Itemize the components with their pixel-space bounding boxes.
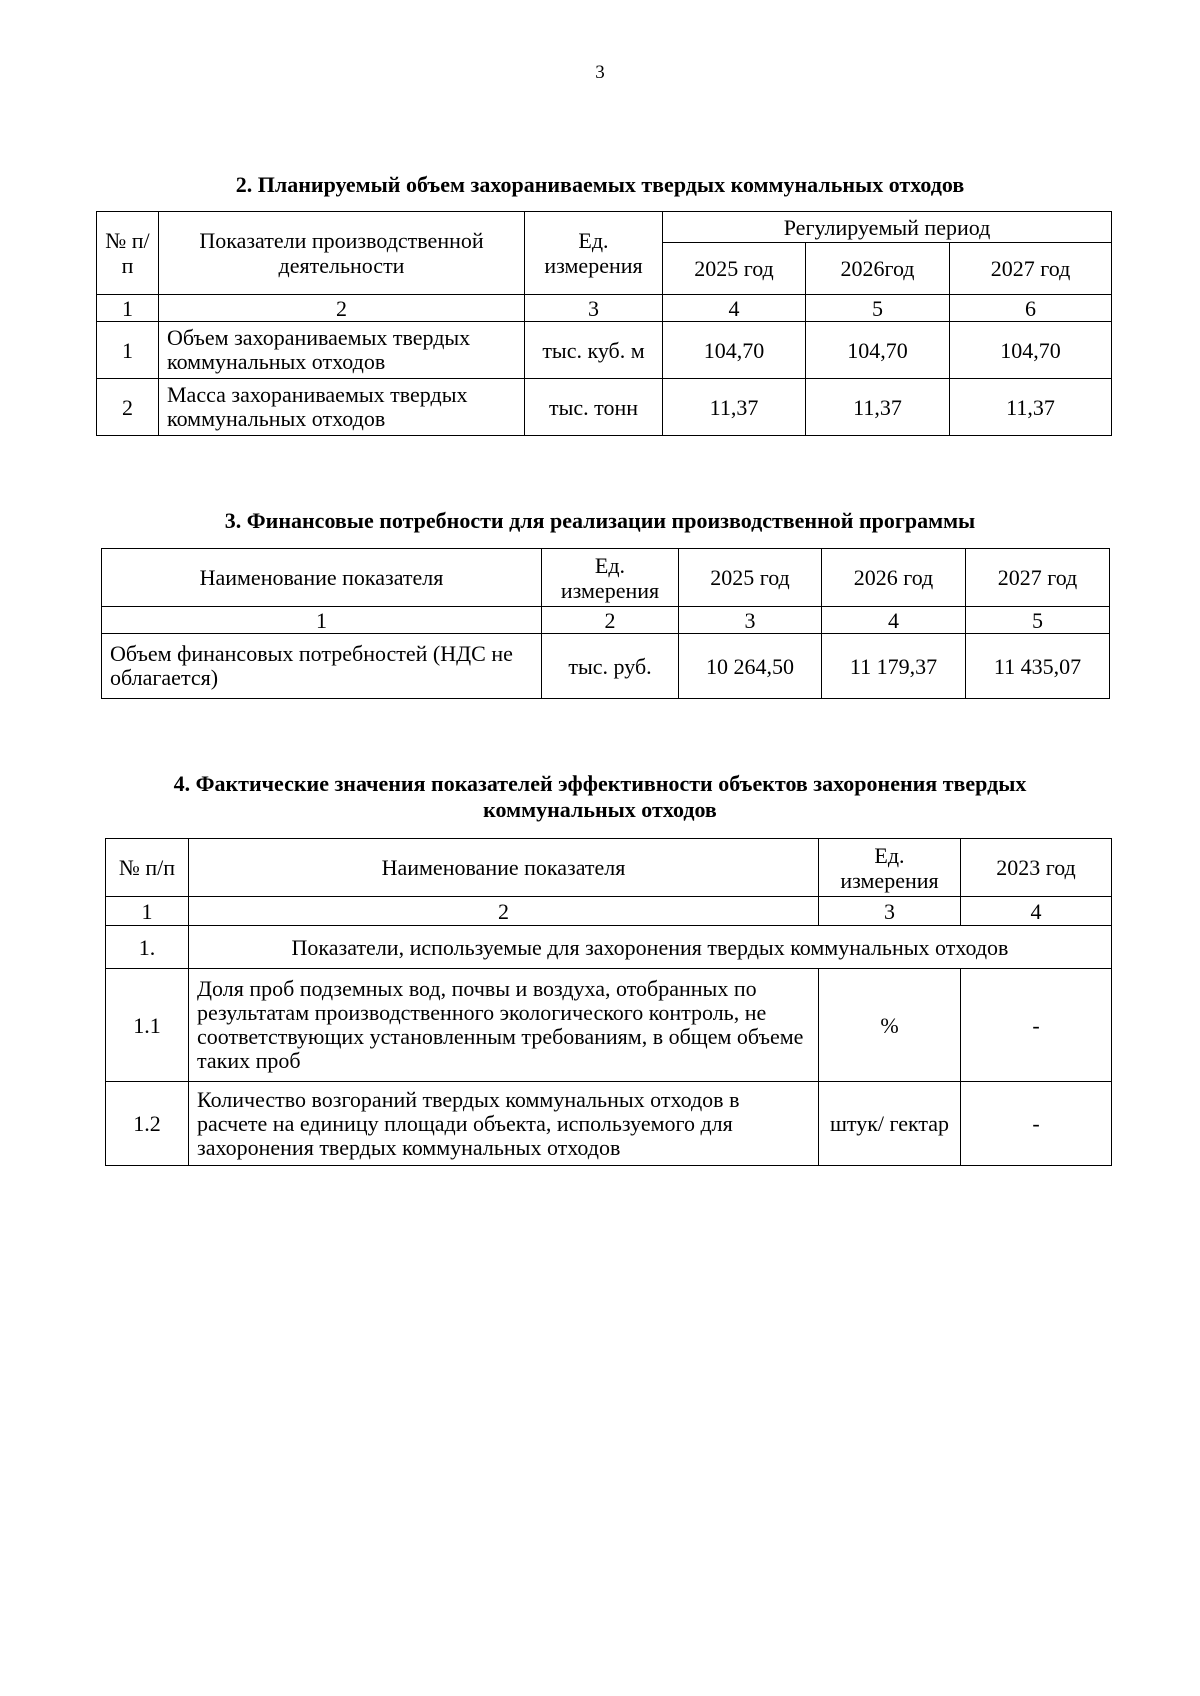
table-header-row: [106, 839, 1112, 897]
section-3-title: 3. Финансовые потребности для реализации производственной программы: [224, 508, 976, 533]
col-header-year: 2027 год: [950, 243, 1112, 295]
row-name: Объем финансовых потребностей (НДС не облагается): [102, 634, 542, 699]
row-unit: тыс. куб. м: [525, 322, 663, 379]
column-number-row: [97, 295, 1112, 322]
row-value: 104,70: [806, 322, 950, 379]
page-number: 3: [595, 62, 605, 83]
column-number: 5: [806, 295, 950, 322]
row-value: 11,37: [950, 379, 1112, 436]
row-name: Масса захораниваемых твердых коммунальных отходов: [159, 379, 525, 436]
col-header-unit: Ед. измерения: [819, 839, 961, 897]
column-number: 3: [679, 607, 822, 634]
column-number: 1: [106, 897, 189, 926]
col-header-unit: Ед. измерения: [542, 549, 679, 607]
col-header-year: 2027 год: [966, 549, 1110, 607]
col-header-period: Регулируемый период: [663, 212, 1112, 243]
column-number: 4: [961, 897, 1112, 926]
row-unit: тыс. руб.: [542, 634, 679, 699]
col-header-year: 2025 год: [663, 243, 806, 295]
column-number: 2: [159, 295, 525, 322]
row-value: 11 435,07: [966, 634, 1110, 699]
col-header-name: Наименование показателя: [189, 839, 819, 897]
col-header-num: № п/п: [106, 839, 189, 897]
group-name: Показатели, используемые для захоронения твердых коммунальных отходов: [189, 926, 1112, 969]
column-number: 1: [102, 607, 542, 634]
section-4-title: 4. Фактические значения показателей эффективности объектов захоронения твердых коммунальных отходов: [173, 771, 1027, 822]
column-number: 2: [542, 607, 679, 634]
col-header-indicators: Показатели производственной деятельности: [159, 212, 525, 295]
column-number-row: [106, 897, 1112, 926]
table-row: [97, 322, 1112, 379]
efficiency-indicators-table: [105, 838, 1112, 1166]
row-value: 11 179,37: [822, 634, 966, 699]
row-value: 11,37: [663, 379, 806, 436]
column-number: 4: [663, 295, 806, 322]
column-number: 1: [97, 295, 159, 322]
table-row: [106, 969, 1112, 1082]
col-header-year: 2026 год: [822, 549, 966, 607]
row-value: 10 264,50: [679, 634, 822, 699]
row-num: 1.1: [106, 969, 189, 1082]
group-row: [106, 926, 1112, 969]
table-header-row: [97, 212, 1112, 243]
col-header-year: 2023 год: [961, 839, 1112, 897]
column-number: 6: [950, 295, 1112, 322]
planned-volume-table: [96, 211, 1112, 436]
table-row: [102, 634, 1110, 699]
row-name: Доля проб подземных вод, почвы и воздуха, отобранных по результатам производственного экологического контроль, не соответствующих установленным требованиям, в общем объеме таких проб: [189, 969, 819, 1082]
row-value: 104,70: [663, 322, 806, 379]
section-2-title: 2. Планируемый объем захораниваемых твердых коммунальных отходов: [235, 172, 965, 197]
row-unit: тыс. тонн: [525, 379, 663, 436]
col-header-year: 2025 год: [679, 549, 822, 607]
row-value: 104,70: [950, 322, 1112, 379]
row-num: 2: [97, 379, 159, 436]
column-number-row: [102, 607, 1110, 634]
col-header-year: 2026год: [806, 243, 950, 295]
column-number: 5: [966, 607, 1110, 634]
group-num: 1.: [106, 926, 189, 969]
col-header-num: № п/п: [97, 212, 159, 295]
row-name: Количество возгораний твердых коммунальных отходов в расчете на единицу площади объекта, используемого для захоронения твердых коммунальных отходов: [189, 1082, 819, 1166]
table-row: [106, 1082, 1112, 1166]
column-number: 2: [189, 897, 819, 926]
row-num: 1: [97, 322, 159, 379]
row-unit: %: [819, 969, 961, 1082]
column-number: 3: [819, 897, 961, 926]
row-num: 1.2: [106, 1082, 189, 1166]
row-value: 11,37: [806, 379, 950, 436]
row-name: Объем захораниваемых твердых коммунальных отходов: [159, 322, 525, 379]
column-number: 4: [822, 607, 966, 634]
row-value: -: [961, 1082, 1112, 1166]
financial-needs-table: [101, 548, 1110, 699]
row-unit: штук/ гектар: [819, 1082, 961, 1166]
table-row: [97, 379, 1112, 436]
row-value: -: [961, 969, 1112, 1082]
col-header-name: Наименование показателя: [102, 549, 542, 607]
col-header-unit: Ед. измерения: [525, 212, 663, 295]
table-header-row: [102, 549, 1110, 607]
column-number: 3: [525, 295, 663, 322]
